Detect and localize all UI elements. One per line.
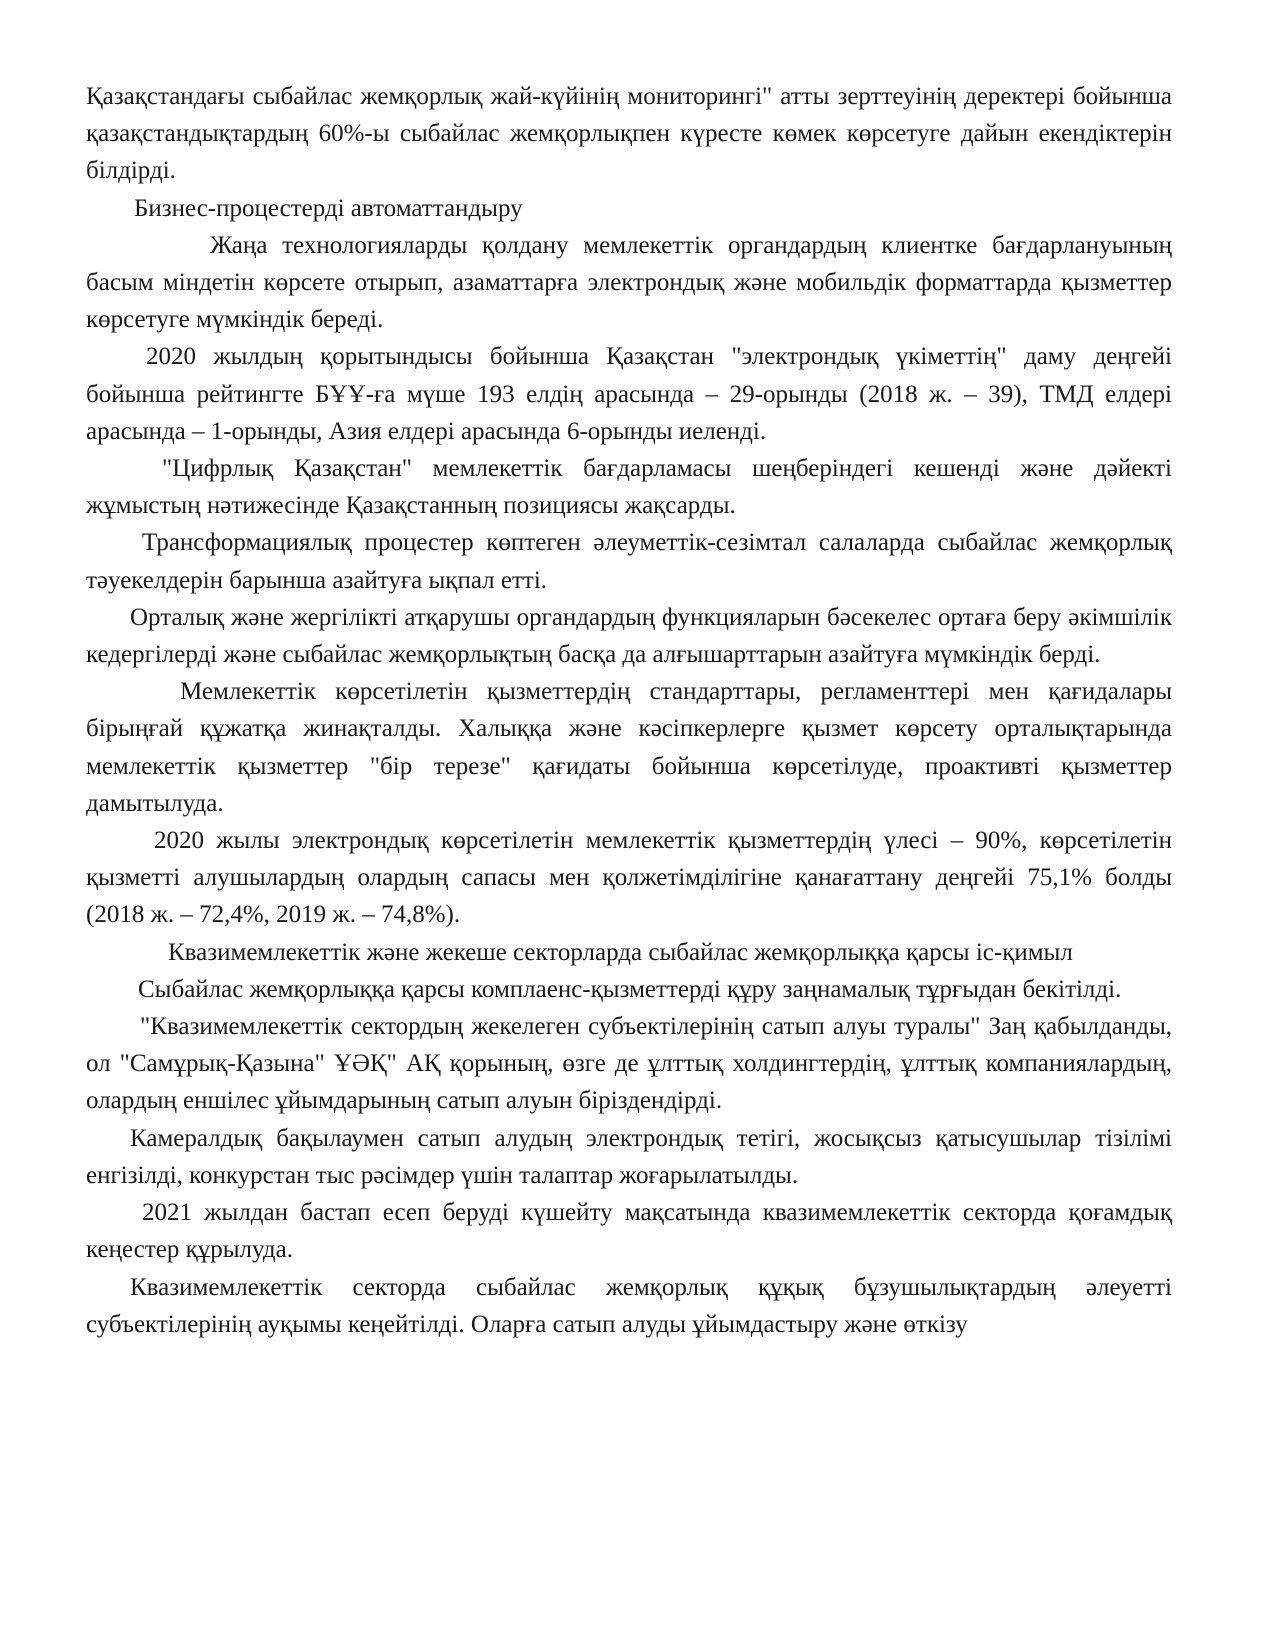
paragraph-transformation-processes: Трансформациялық процестер көптеген әлеуметтік-сезімтал салаларда сыбайлас жемқорлық тәуекелдерін барынша азайтуға ықпал етті.	[86, 529, 1172, 594]
heading-quasi-public-sector: Квазимемлекеттік және жекеше секторларда сыбайлас жемқорлыққа қарсы іс-қимыл	[168, 938, 1073, 966]
paragraph-electronic-mechanism: Камералдық бақылаумен сатып алудың электрондық тетігі, жосықсыз қатысушылар тізілімі енгізілді, конкурстан тыс рәсімдер үшін талаптар жоғарылатылды.	[86, 1124, 1172, 1189]
paragraph-monitoring-survey: Қазақстандағы сыбайлас жемқорлық жай-күйінің мониторингі" атты зерттеуінің деректері бойынша қазақстандықтардың 60%-ы сыбайлас жемқорлықпен күресте көмек көрсетуге дайын екендіктерін білдірді.	[86, 83, 1172, 185]
paragraph-public-councils: 2021 жылдан бастап есеп беруді күшейту мақсатында квазимемлекеттік секторда қоғамдық кеңестер құрылуда.	[86, 1199, 1172, 1264]
document-body	[86, 78, 1172, 1343]
paragraph-electronic-services-share: 2020 жылы электрондық көрсетілетін мемлекеттік қызметтердің үлесі – 90%, көрсетілетін қызметті алушылардың олардың сапасы мен қолжетімділігіне қанағаттану деңгейі 75,1% болды (2018 ж. – 72,4%, 2019 ж. – 74,8%).	[86, 827, 1172, 929]
paragraph-service-standards: Мемлекеттік көрсетілетін қызметтердің стандарттары, регламенттері мен қағидалары бірыңғай құжатқа жинақталды. Халыққа және кәсіпкерлерге қызмет көрсету орталықтарында мемлекеттік қызметтер "бір терезе" қағидаты бойынша көрсетілуде, проактивті қызметтер дамытылуда.	[86, 678, 1172, 817]
paragraph-procurement-law: "Квазимемлекеттік сектордың жекелеген субъектілерінің сатып алуы туралы" Заң қабылданды, ол "Самұрық-Қазына" ҰӘҚ" АҚ қорының, өзге де ұлттық холдингтердің, ұлттық компаниялардың, олардың еншілес ұйымдарының сатып алуын біріздендірді.	[86, 1013, 1172, 1115]
paragraph-new-technologies: Жаңа технологияларды қолдану мемлекеттік органдардың клиентке бағдарлануының басым міндетін көрсете отырып, азаматтарға электрондық және мобильдік форматтарда қызметтер көрсетуге мүмкіндік береді.	[86, 231, 1172, 334]
paragraph-egov-ranking: 2020 жылдың қорытындысы бойынша Қазақстан "электрондық үкіметтің" даму деңгейі бойынша рейтингте БҰҰ-ға мүше 193 елдің арасында – 29-орынды (2018 ж. – 39), ТМД елдері арасында – 1-орынды, Азия елдері арасында 6-орынды иеленді.	[86, 343, 1172, 445]
paragraph-compliance-services: Сыбайлас жемқорлыққа қарсы комплаенс-қызметтерді құру заңнамалық тұрғыдан бекітілді.	[138, 975, 1122, 1003]
paragraph-digital-kazakhstan: "Цифрлық Қазақстан" мемлекеттік бағдарламасы шеңберіндегі кешенді және дәйекті жұмыстың нәтижесінде Қазақстанның позициясы жақсарды.	[86, 455, 1172, 520]
heading-business-process-automation: Бизнес-процестерді автоматтандыру	[134, 194, 523, 222]
paragraph-competitive-environment: Орталық және жергілікті атқарушы органдардың функцияларын бәсекелес ортаға беру әкімшілік кедергілерді және сыбайлас жемқорлықтың басқа да алғышарттарын азайтуға мүмкіндік берді.	[86, 603, 1172, 669]
paragraph-potential-subjects: Квазимемлекеттік секторда сыбайлас жемқорлық құқық бұзушылықтардың әлеуетті субъектілерінің ауқымы кеңейтілді. Оларға сатып алуды ұйымдастыру және өткізу	[86, 1273, 1172, 1338]
